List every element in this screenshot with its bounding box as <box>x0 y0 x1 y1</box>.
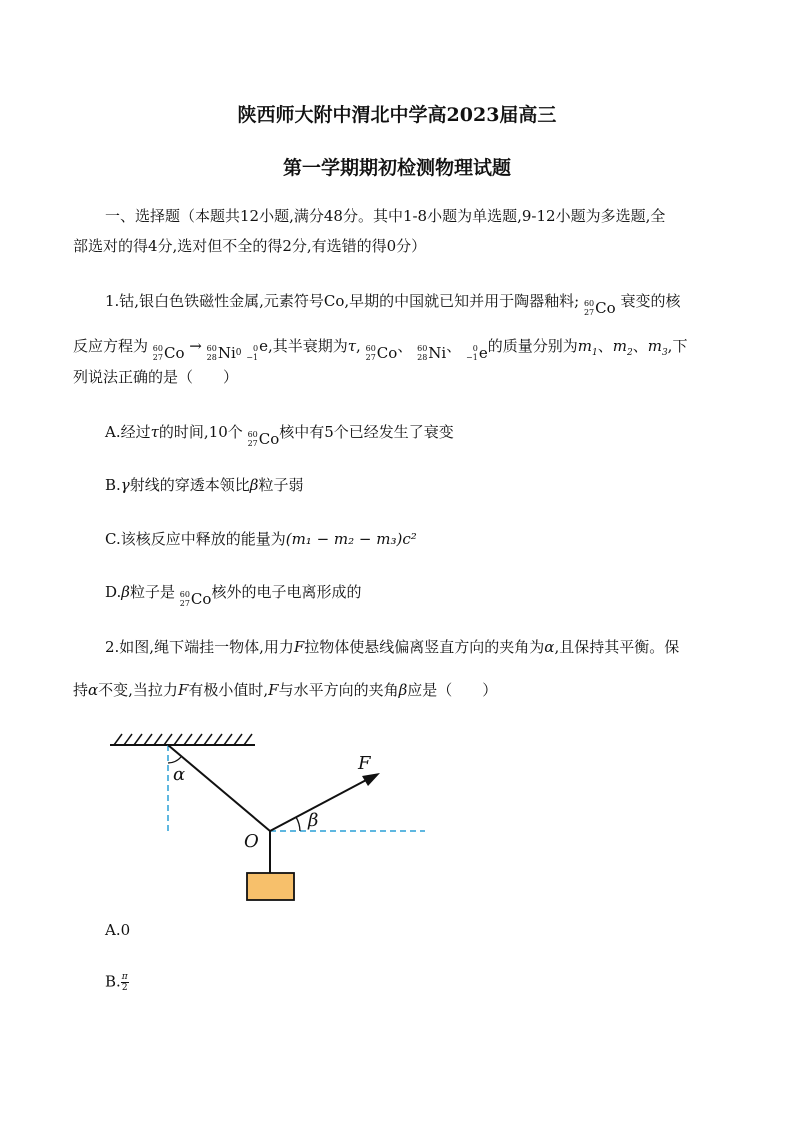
ni-atomic: 28 <box>206 353 217 362</box>
q1-option-d[interactable] <box>105 581 361 608</box>
nuclide-co <box>153 344 185 362</box>
nuclide-e <box>246 344 259 362</box>
q1-line-1 <box>105 290 680 317</box>
q2-line1-prefix: 2.如图,绳下端挂一物体,用力 <box>105 638 294 656</box>
nuclide-co <box>366 344 398 362</box>
ceiling-hatching <box>114 734 252 745</box>
m3: $m_3$ <box>647 337 668 358</box>
q2-line2-mid2: 有极小值时, <box>188 681 269 699</box>
q1-line2-a: 反应方程为 <box>73 337 149 355</box>
option-a-mid: 的时间,10个 <box>158 423 243 441</box>
q2-line-1 <box>105 636 679 657</box>
e-atomic: −1 <box>466 353 478 362</box>
section-heading-line-1: 一、选择题（本题共12小题,满分48分。其中1-8小题为单选题,9-12小题为多选题,全 <box>105 207 666 225</box>
co-symbol: Co <box>376 344 398 362</box>
nuclide-co: 60 27 Co <box>179 590 212 608</box>
option-b-prefix: B. <box>105 476 121 494</box>
nuclide-ni <box>417 344 446 362</box>
option-d-mid: 粒子是 <box>129 583 175 601</box>
alpha-arc <box>168 757 181 763</box>
co-atomic: 27 <box>583 308 595 317</box>
force-symbol: F <box>268 681 279 699</box>
reaction-arrow: → <box>189 337 202 355</box>
alpha-symbol: α <box>88 681 99 699</box>
separator: 、 <box>397 337 413 355</box>
co-mass: 60 <box>365 344 376 353</box>
q2-line2-mid1: 不变,当拉力 <box>98 681 178 699</box>
force-line <box>270 778 370 831</box>
co-mass: 60 <box>583 299 595 308</box>
ni-symbol: Ni <box>428 344 447 362</box>
e-symbol: e <box>478 344 488 362</box>
separator: 、 <box>597 337 613 355</box>
q1-line-2 <box>73 335 687 362</box>
option-c-prefix: C.该核反应中释放的能量为 <box>105 530 286 548</box>
e-mass: 0 <box>472 344 478 353</box>
option-a-suffix: 核中有5个已经发生了衰变 <box>279 423 454 441</box>
point-o-label: O <box>244 831 259 852</box>
q1-line2-b: e,其半衰期为 <box>259 337 348 355</box>
force-symbol: F <box>177 681 189 699</box>
co-atomic: 27 <box>152 353 163 362</box>
comma: , <box>356 337 361 355</box>
alpha-label: α <box>173 764 186 785</box>
option-a-prefix: A.经过 <box>105 423 151 441</box>
section-heading-line-2: 部选对的得4分,选对但不全的得2分,有选错的得0分） <box>73 237 427 255</box>
beta-symbol: β <box>398 681 408 699</box>
co-atomic: 27 <box>365 353 376 362</box>
q2-line-2 <box>73 679 497 700</box>
nuclide-ni <box>207 344 242 362</box>
title-line-2: 第一学期期初检测物理试题 <box>282 157 511 179</box>
option-d-prefix: D. <box>105 583 122 601</box>
ni-atomic: 28 <box>417 353 428 362</box>
q1-option-b[interactable] <box>105 474 303 495</box>
gamma-symbol: γ <box>120 476 130 494</box>
pi-over-2-fraction <box>121 972 129 993</box>
q1-line1-prefix: 1.钴,银白色铁磁性金属,元素符号Co,早期的中国就已知并用于陶器釉料; <box>105 292 580 310</box>
beta-symbol: β <box>121 583 130 601</box>
q1-line1-suffix: 衰变的核 <box>620 292 681 310</box>
co-symbol: Co <box>595 299 616 317</box>
separator: 、 <box>632 337 648 355</box>
q2-option-b-prefix: B. <box>105 972 121 991</box>
q1-option-a[interactable] <box>105 421 454 448</box>
co-symbol: Co <box>163 344 185 362</box>
separator: 、 <box>446 337 462 355</box>
q2-option-a[interactable]: A.0 <box>105 921 131 939</box>
beta-label: β <box>308 810 319 831</box>
q2-line2-suffix: 应是（ ） <box>407 681 498 699</box>
force-diagram <box>100 725 440 910</box>
nuclide-co: 60 27 Co <box>247 430 280 448</box>
q1-line2-d: ,下 <box>667 337 688 355</box>
option-d-suffix: 核外的电子电离形成的 <box>211 583 362 601</box>
beta-arc <box>296 817 300 831</box>
q1-line-3: 列说法正确的是（ ） <box>73 368 239 386</box>
force-arrowhead <box>362 773 380 786</box>
force-label: F <box>358 753 371 774</box>
e-mass: 0 <box>252 344 259 353</box>
ni-mass: 60 <box>206 344 217 353</box>
q1-option-c[interactable] <box>105 528 417 549</box>
tau-symbol: τ <box>150 423 159 441</box>
m1: $m_1$ <box>577 337 598 358</box>
co-mass: 60 <box>152 344 163 353</box>
rope-upper <box>168 745 270 831</box>
ni-superscript: 0 <box>235 348 242 358</box>
force-symbol: F <box>293 638 305 656</box>
alpha-symbol: α <box>544 638 555 656</box>
nuclide-co <box>584 299 616 317</box>
e-atomic: −1 <box>246 353 259 362</box>
q2-option-b[interactable] <box>105 972 129 993</box>
beta-symbol: β <box>249 476 259 494</box>
ni-mass: 60 <box>417 344 428 353</box>
q2-line2-mid3: 与水平方向的夹角 <box>278 681 399 699</box>
fraction-numerator: π <box>121 972 128 982</box>
option-b-suffix: 粒子弱 <box>258 476 304 494</box>
q1-line2-c: 的质量分别为 <box>487 337 578 355</box>
ni-symbol: Ni <box>217 344 236 362</box>
m2: $m_2$ <box>612 337 633 358</box>
q2-line2-prefix: 持 <box>73 681 89 699</box>
fraction-denominator: 2 <box>121 983 128 993</box>
option-b-mid: 射线的穿透本领比 <box>129 476 250 494</box>
q2-line1-mid: 拉物体使悬线偏离竖直方向的夹角为 <box>304 638 545 656</box>
energy-expression: (m₁ − m₂ − m₃)c² <box>285 530 417 548</box>
title-line-1: 陕西师大附中渭北中学高2023届高三 <box>237 104 557 126</box>
nuclide-e <box>466 344 488 362</box>
tau-symbol: τ <box>347 337 357 355</box>
q2-line1-suffix: ,且保持其平衡。保 <box>554 638 680 656</box>
hanging-block <box>247 873 294 900</box>
